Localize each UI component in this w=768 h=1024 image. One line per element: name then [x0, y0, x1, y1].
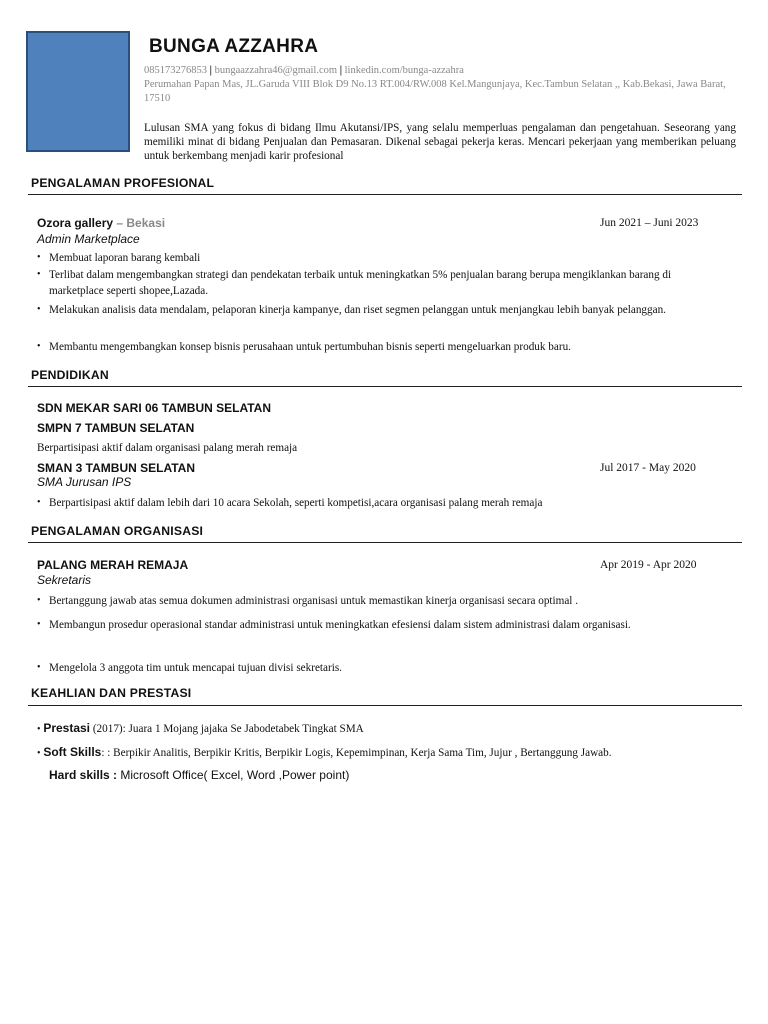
section-divider [28, 542, 742, 543]
candidate-name: BUNGA AZZAHRA [149, 36, 319, 57]
section-divider [28, 386, 742, 387]
list-item: • Terlibat dalam mengembangkan strategi dan pendekatan terbaik untuk meningkatkan 5% penjualan barang berupa mengiklankan barang di marketplace seperti shopee,Lazada. [37, 269, 672, 297]
prestasi-label: Prestasi [43, 721, 91, 735]
profile-summary: Lulusan SMA yang fokus di bidang Ilmu Akutansi/IPS, yang selalu memperluas pengalaman dan pengetahuan. Seseorang yang memiliki minat di bidang Penjualan dan Pemasaran. Dikenal sebagai pekerja keras. Mencari pekerjaan yang memberikan peluang untuk berkembang menjadi karir profesional [144, 122, 736, 162]
education-school-2: SMPN 7 TAMBUN SELATAN [37, 421, 195, 435]
section-divider [28, 194, 742, 195]
soft-skills-label: Soft Skills [43, 745, 102, 759]
organization-date: Apr 2019 - Apr 2020 [600, 559, 697, 571]
contact-info: 085173276853 | bungaazzahra46@gmail.com | linkedin.com/bunga-azzahra Perumahan Papan Mas, JL.Garuda VIII Blok D9 No.13 RT.004/RW.008 Kel.Mangunjaya, Kec.Tambun Selatan ,, Kab.Bekasi, Jawa Barat, 17510 [144, 65, 726, 104]
list-item: • Berpartisipasi aktif dalam lebih dari 10 acara Sekolah, seperti kompetisi,acara organisasi palang merah remaja [37, 497, 543, 509]
prestasi-text: (2017): Juara 1 Mojang jajaka Se Jabodetabek Tingkat SMA [90, 723, 364, 735]
experience-date: Jun 2021 – Juni 2023 [600, 217, 699, 229]
section-title-organization: PENGALAMAN ORGANISASI [31, 524, 204, 538]
education-school-3-major: SMA Jurusan IPS [37, 475, 132, 489]
section-divider [28, 705, 742, 706]
hard-skills-label: Hard skills : [49, 768, 118, 782]
skills-soft: • Soft Skills: : Berpikir Analitis, Berpikir Kritis, Berpikir Logis, Kepemimpinan, Kerja Sama Tim, Jujur , Bertanggung Jawab. [37, 745, 612, 759]
hard-skills-text: Microsoft Office( Excel, Word ,Power point) [117, 768, 350, 782]
home-address: Perumahan Papan Mas, JL.Garuda VIII Blok D9 No.13 RT.004/RW.008 Kel.Mangunjaya, Kec.Tambun Selatan ,, Kab.Bekasi, Jawa Barat, 17510 [144, 79, 726, 104]
section-title-experience: PENGALAMAN PROFESIONAL [31, 176, 215, 190]
education-school-3: SMAN 3 TAMBUN SELATAN [37, 461, 195, 475]
email-address: bungaazzahra46@gmail.com [214, 65, 338, 76]
experience-role: Admin Marketplace [37, 232, 140, 246]
education-school-1: SDN MEKAR SARI 06 TAMBUN SELATAN [37, 401, 272, 415]
education-school-2-note: Berpartisipasi aktif dalam organisasi palang merah remaja [37, 442, 298, 454]
soft-skills-text: : : Berpikir Analitis, Berpikir Kritis, Berpikir Logis, Kepemimpinan, Kerja Sama Tim, Jujur , Bertanggung Jawab. [101, 747, 612, 759]
list-item: • Membangun prosedur operasional standar administrasi untuk meningkatkan efesiensi dalam sistem administrasi dalam organisasi. [37, 619, 631, 631]
education-school-3-date: Jul 2017 - May 2020 [600, 462, 696, 474]
list-item: • Melakukan analisis data mendalam, pelaporan kinerja kampanye, dan riset segmen pelanggan untuk menjangkau lebih banyak pelanggan. [37, 304, 666, 316]
list-item: • Membantu mengembangkan konsep bisnis perusahaan untuk pertumbuhan bisnis seperti mengeluarkan produk baru. [37, 341, 571, 353]
list-item: • Bertanggung jawab atas semua dokumen administrasi organisasi untuk memastikan kinerja organisasi secara optimal . [37, 595, 578, 607]
organization-role: Sekretaris [37, 573, 92, 587]
profile-photo [26, 31, 130, 152]
linkedin-url: linkedin.com/bunga-azzahra [344, 65, 464, 76]
company-separator: – [113, 216, 127, 230]
organization-name: PALANG MERAH REMAJA [37, 558, 189, 572]
skills-prestasi: • Prestasi (2017): Juara 1 Mojang jajaka Se Jabodetabek Tingkat SMA [37, 721, 364, 735]
skills-hard [49, 766, 739, 785]
section-title-education: PENDIDIKAN [31, 368, 109, 382]
phone-number: 085173276853 [144, 65, 207, 76]
list-item: • Mengelola 3 anggota tim untuk mencapai tujuan divisi sekretaris. [37, 662, 342, 674]
experience-company [37, 216, 165, 230]
section-title-skills: KEAHLIAN DAN PRESTASI [31, 686, 192, 700]
company-name: Ozora gallery [37, 216, 114, 230]
company-location: Bekasi [126, 216, 166, 230]
list-item: • Membuat laporan barang kembali [37, 252, 201, 264]
